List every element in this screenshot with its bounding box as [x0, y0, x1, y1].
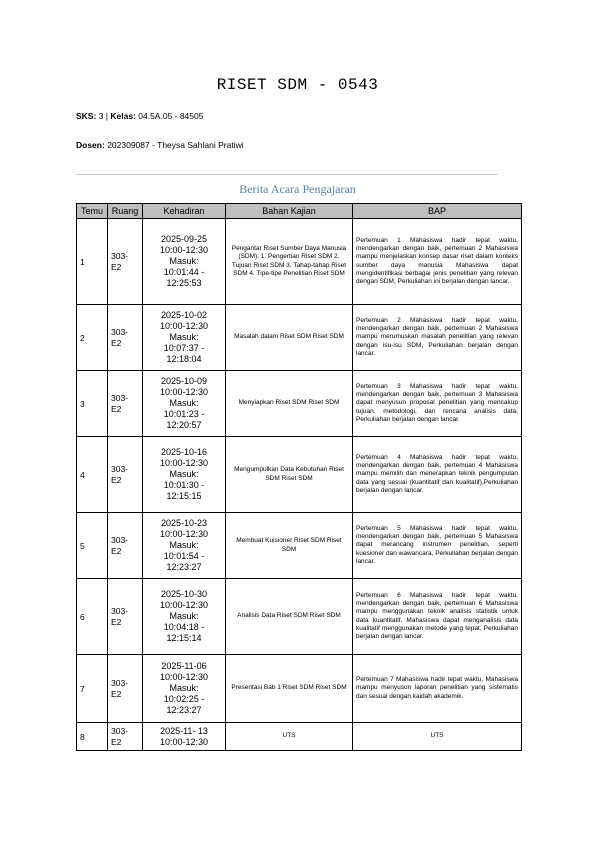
section-title: Berita Acara Pengajaran: [239, 182, 356, 196]
cell-kehadiran: 2025-09-25 10:00-12:30 Masuk: 10:01:44 - 12:25:53: [143, 219, 226, 305]
table-row: [77, 219, 522, 305]
cell-bahan-kajian: Analisis Data Riset SDM Riset SDM: [226, 579, 353, 655]
cell-ruang: 303- E2: [108, 655, 143, 723]
cell-bahan-kajian: Pengantar Riset Sumber Daya Manusia (SDM): 1. Pengertian Riset SDM 2. Tujuan Riset SDM 3. Tahap-tahap Riset SDM 4. Tipe-tipe Penelitian Riset SDM: [226, 219, 353, 305]
cell-ruang: 303- E2: [108, 219, 143, 305]
cell-bahan-kajian: Mengumpulkan Data Kebutuhan Riset SDM Riset SDM: [226, 437, 353, 513]
kelas-label: Kelas:: [110, 111, 136, 121]
table-row: [77, 305, 522, 371]
cell-temu: 5: [77, 513, 108, 579]
table-row: [77, 513, 522, 579]
cell-kehadiran: 2025-10-02 10:00-12:30 Masuk: 10:07:37 - 12:18:04: [143, 305, 226, 371]
header-bap: BAP: [353, 204, 522, 219]
sks-value: 3 |: [98, 111, 108, 121]
cell-temu: 2: [77, 305, 108, 371]
cell-bap: Pertemuan 6 Mahasiswa hadir tepat waktu, mendengarkan dengan baik, pertemuan 6 Mahasiswa mampu menggunakan teknik analisis statistik untuk data kuantitatif, Mahasiswa dapat menganalisis data kualitatif menggunakan metode yang tepat, Perkuliahan berjalan dengan lancar.: [353, 579, 522, 655]
table-row: [77, 437, 522, 513]
header-temu: Temu: [77, 204, 108, 219]
cell-bahan-kajian: Masalah dalam Riset SDM Riset SDM: [226, 305, 353, 371]
header-bahan-kajian: Bahan Kajian: [226, 204, 353, 219]
cell-bahan-kajian: Menyiapkan Riset SDM Riset SDM: [226, 371, 353, 437]
cell-kehadiran: 2025-10-23 10:00-12:30 Masuk: 10:01:54 - 12:23:27: [143, 513, 226, 579]
cell-bap: Pertemuan 1 Mahasiswa hadir tepat waktu, mendengarkan dengan baik, pertemuan 2 Mahasiswa mampu menjelaskan konsep dasar riset dalam konteks sumber daya manusia Mahasiswa dapat mengidentifikasi berbagai jenis penelitian yang relevan dengan SDM, Perkuliahan ini berjalan dengan lancar.: [353, 219, 522, 305]
cell-ruang: 303- E2: [108, 371, 143, 437]
divider: [76, 174, 498, 175]
cell-kehadiran: 2025-10-16 10:00-12:30 Masuk: 10:01:30 - 12:15:15: [143, 437, 226, 513]
dosen-label: Dosen:: [76, 140, 105, 150]
sks-kelas-line: [76, 111, 203, 121]
header-kehadiran: Kehadiran: [143, 204, 226, 219]
table-row: [77, 723, 522, 751]
cell-bap: Pertemuan 2 Mahasiswa hadir tepat waktu, mendengarkan dengan baik, pertemuan 2 Mahasiswa mampu merumuskan masalah penelitian yang relevan dengan isu-isu SDM, Perkuliahan berjalan dengan lancar.: [353, 305, 522, 371]
cell-ruang: 303- E2: [108, 723, 143, 751]
header-ruang: Ruang: [108, 204, 143, 219]
cell-temu: 3: [77, 371, 108, 437]
cell-bahan-kajian: Membuat Kuisioner Riset SDM Riset SDM: [226, 513, 353, 579]
cell-ruang: 303- E2: [108, 437, 143, 513]
cell-bap: Pertemuan 7 Mahasiswa hadir tepat waktu, Mahasiswa mampu menyusun laporan penelitian yang sistematis dan sesuai dengan kaidah akademik.: [353, 655, 522, 723]
cell-kehadiran: 2025-10-09 10:00-12:30 Masuk: 10:01:23 - 12:20:57: [143, 371, 226, 437]
kelas-value: 04.5A.05 - 84505: [138, 111, 204, 121]
bap-table: [76, 203, 522, 751]
cell-bap: Pertemuan 5 Mahasiswa hadir tepat waktu, mendengarkan dengan baik, pertemuan 5 Mahasiswa dapat merancang instrumen penelitian, seperti kuesioner dan wawancara, Perkuliahan berjalan dengan lancar.: [353, 513, 522, 579]
table-row: [77, 371, 522, 437]
cell-temu: 8: [77, 723, 108, 751]
table-row: [77, 655, 522, 723]
cell-bahan-kajian: UTS: [226, 723, 353, 751]
sks-label: SKS:: [76, 111, 97, 121]
document-title: RISET SDM - 0543: [216, 76, 379, 94]
cell-temu: 1: [77, 219, 108, 305]
dosen-line: [76, 140, 244, 150]
cell-ruang: 303- E2: [108, 305, 143, 371]
cell-kehadiran: 2025-11- 13 10:00-12:30: [143, 723, 226, 751]
cell-kehadiran: 2025-11-06 10:00-12:30 Masuk: 10:02:25 - 12:23:27: [143, 655, 226, 723]
cell-temu: 4: [77, 437, 108, 513]
cell-temu: 6: [77, 579, 108, 655]
cell-bap: Pertemuan 4 Mahasiswa hadir tepat waktu, mendengarkan dengan baik, pertemuan 4 Mahasiswa mampu memilih dan menerapkan teknik pengumpulan data yang sesuai (kuantitatif dan kualitatif),Perkuliahan berjalan dengan lancar.: [353, 437, 522, 513]
table-row: [77, 579, 522, 655]
cell-ruang: 303- E2: [108, 579, 143, 655]
cell-temu: 7: [77, 655, 108, 723]
cell-bahan-kajian: Presentasi Bab 1 Riset SDM Riset SDM: [226, 655, 353, 723]
cell-bap: Pertemuan 3 Mahasiswa hadir tepat waktu, mendengarkan dengan baik, pertemuan 3 Mahasiswa dapat menyusun proposal penelitian yang mencakup tujuan, metodologi, dan rencana analisis data, Perkuliahan berjalan dengan lancar.: [353, 371, 522, 437]
dosen-value: 202309087 - Theysa Sahlani Pratiwi: [107, 140, 244, 150]
cell-kehadiran: 2025-10-30 10:00-12:30 Masuk: 10:04:18 - 12:15:14: [143, 579, 226, 655]
cell-ruang: 303- E2: [108, 513, 143, 579]
table-header-row: [77, 204, 522, 219]
cell-bap: UTS: [353, 723, 522, 751]
